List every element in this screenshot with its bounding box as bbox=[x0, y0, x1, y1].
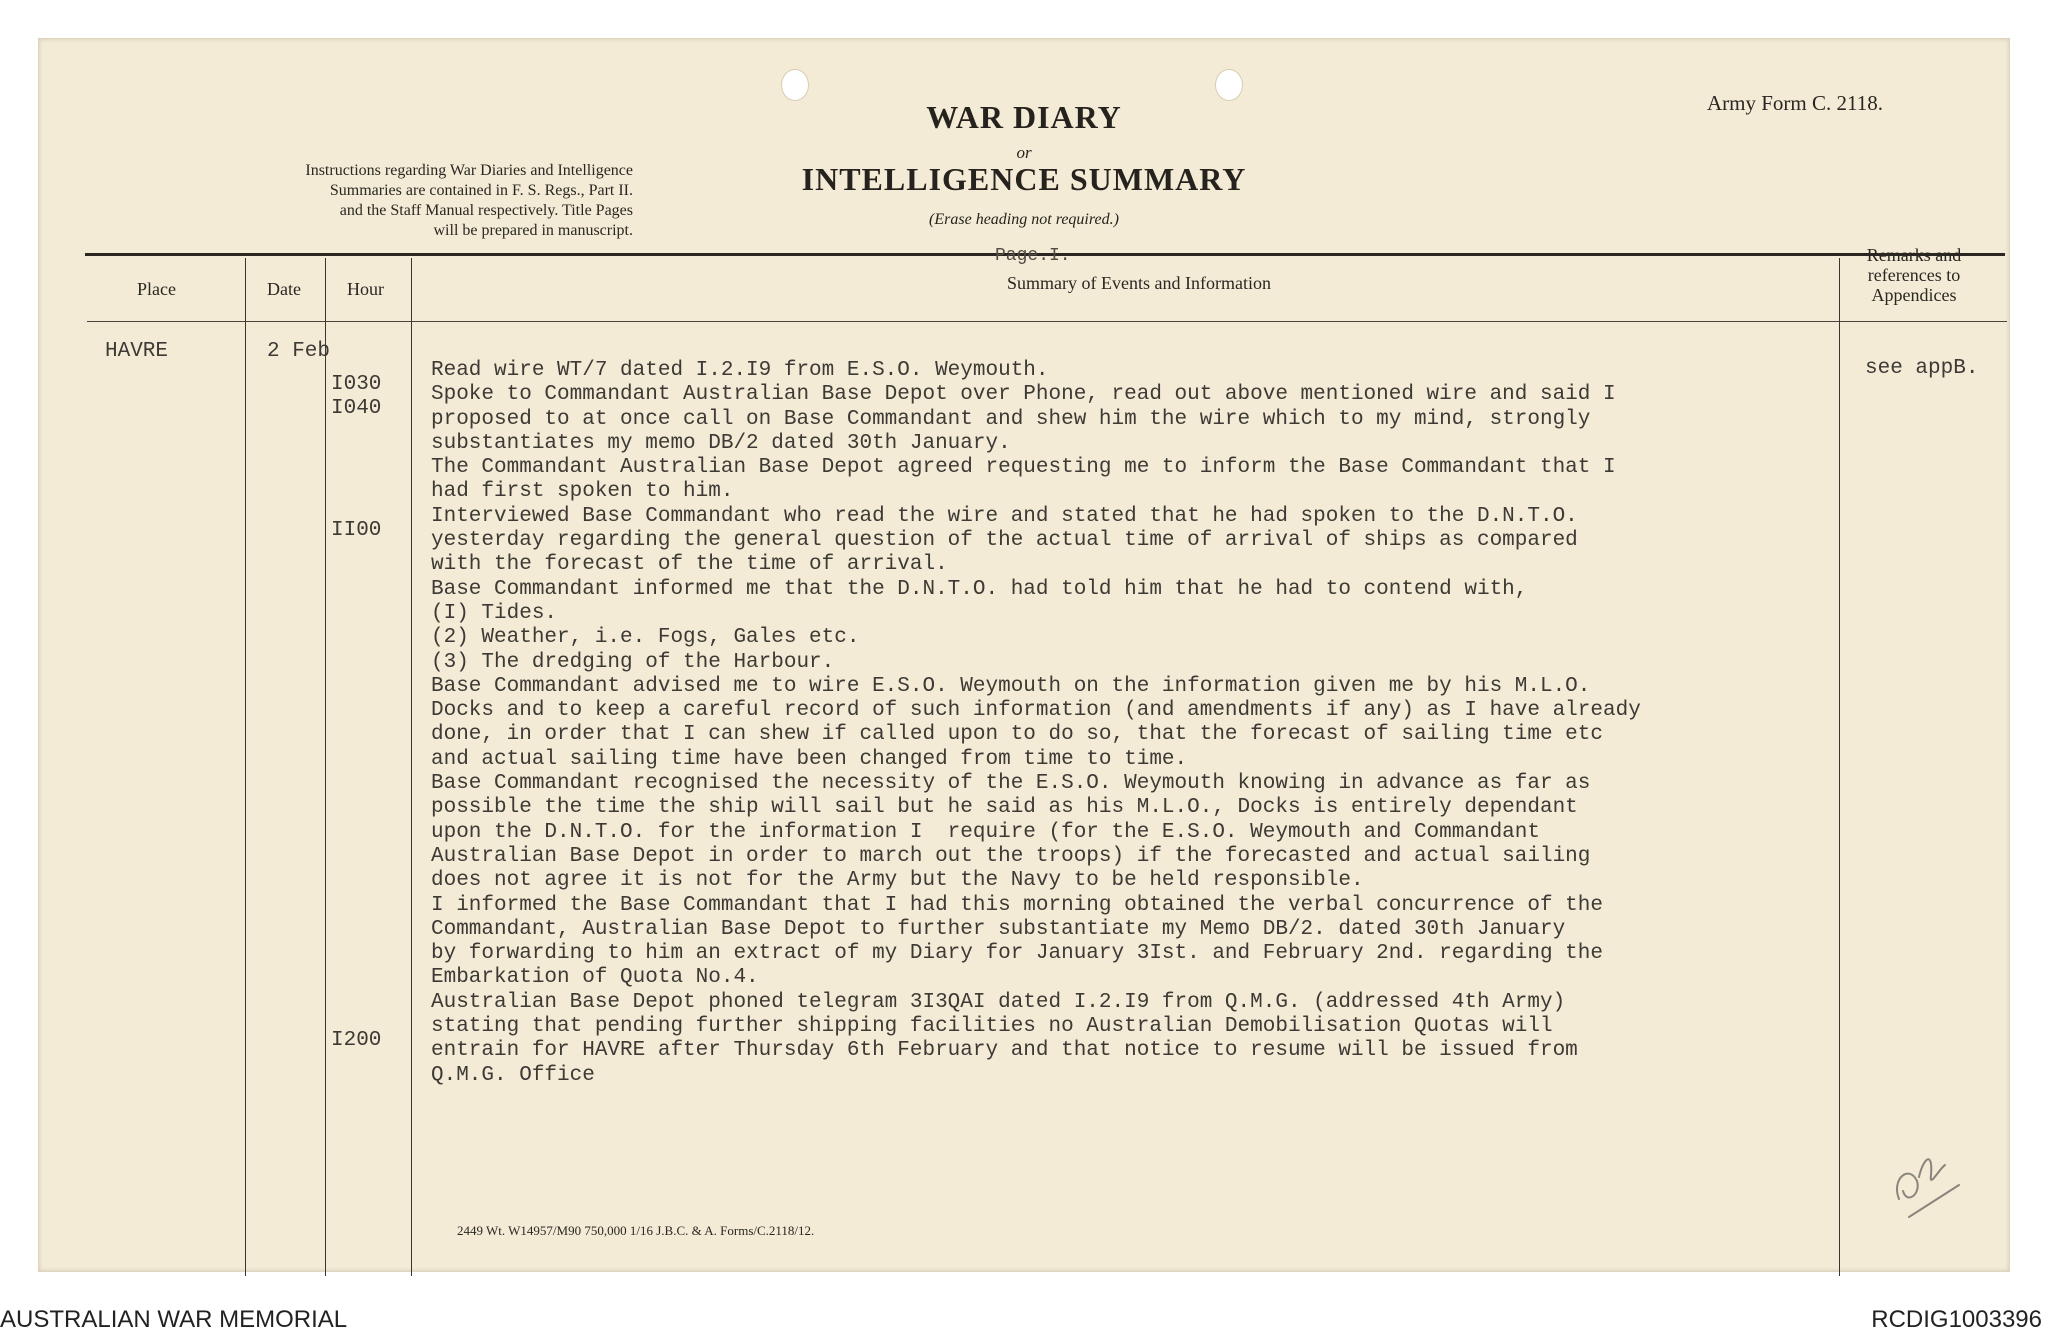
instructions-line: and the Staff Manual respectively. Title Pages bbox=[339, 202, 633, 219]
summary-line: I informed the Base Commandant that I had this morning obtained the verbal concurrence of the bbox=[431, 893, 1603, 917]
header-bottom-rule bbox=[87, 321, 2007, 322]
summary-text bbox=[431, 359, 1931, 1088]
summary-line: stating that pending further shipping facilities no Australian Demobilisation Quotas will bbox=[431, 1015, 1553, 1039]
column-divider bbox=[325, 258, 326, 1276]
summary-line: possible the time the ship will sail but he said as his M.L.O., Docks is entirely dependant bbox=[431, 796, 1578, 820]
remarks-header-line: Appendices bbox=[1871, 285, 1957, 305]
summary-line: done, in order that I can shew if called upon to do so, that the forecast of sailing time etc bbox=[431, 723, 1603, 747]
entry-place: HAVRE bbox=[105, 340, 169, 363]
summary-line: had first spoken to him. bbox=[431, 480, 734, 504]
summary-line: Embarkation of Quota No.4. bbox=[431, 966, 759, 990]
summary-line: Q.M.G. Office bbox=[431, 1063, 595, 1087]
summary-line: by forwarding to him an extract of my Diary for January 3Ist. and February 2nd. regarding the bbox=[431, 942, 1603, 966]
entry-hour: I040 bbox=[331, 397, 382, 420]
summary-line: Commandant, Australian Base Depot to further substantiate my Memo DB/2. dated 30th January bbox=[431, 917, 1566, 941]
punch-hole bbox=[781, 69, 809, 101]
entry-remarks: see appB. bbox=[1865, 357, 1979, 380]
summary-line: Interviewed Base Commandant who read the wire and stated that he had spoken to the D.N.T.O. bbox=[431, 504, 1578, 528]
summary-line: yesterday regarding the general question of the actual time of arrival of ships as compared bbox=[431, 529, 1578, 553]
summary-line: (I) Tides. bbox=[431, 601, 558, 625]
summary-line: Base Commandant recognised the necessity of the E.S.O. Weymouth knowing in advance as far as bbox=[431, 772, 1591, 796]
summary-line: and actual sailing time have been changed from time to time. bbox=[431, 747, 1188, 771]
summary-line: does not agree it is not for the Army but the Navy to be held responsible. bbox=[431, 869, 1364, 893]
handwritten-initials bbox=[1889, 1139, 1969, 1219]
summary-line: Spoke to Commandant Australian Base Depot over Phone, read out above mentioned wire and said I bbox=[431, 383, 1616, 407]
instructions-line: Instructions regarding War Diaries and Intelligence bbox=[305, 162, 633, 179]
archive-credit: AUSTRALIAN WAR MEMORIAL bbox=[0, 1306, 348, 1333]
entry-hour: II00 bbox=[331, 519, 382, 542]
army-form-number: Army Form C. 2118. bbox=[1707, 91, 1883, 115]
entry-hour: I200 bbox=[331, 1029, 382, 1052]
printer-imprint: 2449 Wt. W14957/M90 750,000 1/16 J.B.C. & A. Forms/C.2118/12. bbox=[457, 1223, 815, 1238]
column-header-date: Date bbox=[267, 279, 301, 299]
entry-date: 2 Feb bbox=[267, 340, 331, 363]
summary-line: upon the D.N.T.O. for the information I require (for the E.S.O. Weymouth and Commandant bbox=[431, 820, 1540, 844]
column-divider bbox=[411, 258, 412, 1276]
column-header-place: Place bbox=[137, 279, 176, 299]
summary-line: The Commandant Australian Base Depot agreed requesting me to inform the Base Commandant that I bbox=[431, 456, 1616, 480]
summary-line: Read wire WT/7 dated I.2.I9 from E.S.O. Weymouth. bbox=[431, 359, 1049, 382]
summary-line: Base Commandant advised me to wire E.S.O. Weymouth on the information given me by his M.L.O. bbox=[431, 674, 1591, 698]
summary-line: entrain for HAVRE after Thursday 6th February and that notice to resume will be issued from bbox=[431, 1039, 1578, 1063]
column-header-hour: Hour bbox=[347, 279, 384, 299]
summary-line: Base Commandant informed me that the D.N.T.O. had told him that he had to contend with, bbox=[431, 577, 1528, 601]
column-header-summary: Summary of Events and Information bbox=[1007, 273, 1271, 293]
summary-line: Australian Base Depot in order to march out the troops) if the forecasted and actual sailing bbox=[431, 844, 1591, 868]
diary-page bbox=[38, 38, 2010, 1272]
erase-heading-note: (Erase heading not required.) bbox=[929, 211, 1119, 228]
summary-line: Australian Base Depot phoned telegram 3I3QAI dated I.2.I9 from Q.M.G. (addressed 4th Army) bbox=[431, 990, 1566, 1014]
summary-line: (2) Weather, i.e. Fogs, Gales etc. bbox=[431, 626, 860, 650]
summary-line: proposed to at once call on Base Commandant and shew him the wire which to my mind, strongly bbox=[431, 407, 1591, 431]
remarks-header-line: Remarks and bbox=[1866, 245, 1962, 265]
title-or: or bbox=[1016, 143, 1032, 162]
instructions-line: will be prepared in manuscript. bbox=[433, 222, 633, 239]
title-war-diary: WAR DIARY bbox=[926, 99, 1122, 135]
summary-line: with the forecast of the time of arrival. bbox=[431, 553, 948, 577]
summary-line: substantiates my memo DB/2 dated 30th January. bbox=[431, 431, 1011, 455]
instructions-line: Summaries are contained in F. S. Regs., Part II. bbox=[329, 182, 633, 199]
entry-hour: I030 bbox=[331, 373, 382, 396]
column-header-remarks bbox=[1839, 245, 1989, 305]
summary-line: Docks and to keep a careful record of such information (and amendments if any) as I have already bbox=[431, 699, 1641, 723]
page-number: Page.I. bbox=[995, 246, 1071, 266]
summary-line: (3) The dredging of the Harbour. bbox=[431, 650, 835, 674]
title-intelligence-summary: INTELLIGENCE SUMMARY bbox=[801, 161, 1247, 197]
remarks-header-line: references to bbox=[1867, 265, 1961, 285]
record-id: RCDIG1003396 bbox=[1871, 1306, 2042, 1333]
column-divider bbox=[245, 258, 246, 1276]
punch-hole bbox=[1215, 69, 1243, 101]
